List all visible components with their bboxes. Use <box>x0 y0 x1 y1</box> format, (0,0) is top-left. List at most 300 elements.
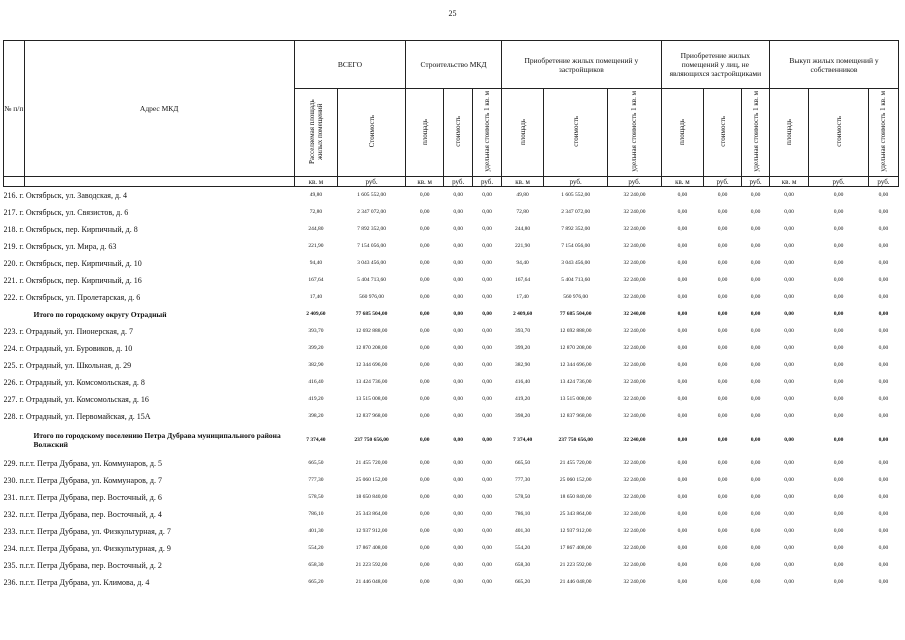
value-cell: 0,00 <box>677 345 688 351</box>
value-cell: 0,00 <box>453 494 463 500</box>
subheader-cell <box>544 89 608 177</box>
value-cell: 0,00 <box>677 243 688 249</box>
value-cell: 0,00 <box>878 379 889 385</box>
value-cell: 0,00 <box>878 209 889 215</box>
header-group-total: ВСЕГО <box>294 41 405 89</box>
unit-cell: руб. <box>544 177 608 187</box>
value-cell: 416,40 <box>308 379 324 385</box>
subheader-label: стоимость <box>718 116 727 147</box>
value-cell: 0,00 <box>784 528 794 534</box>
value-cell: 0,00 <box>833 579 844 585</box>
value-cell: 786,10 <box>515 511 531 517</box>
value-cell: 18 650 840,00 <box>559 494 592 500</box>
value-cell: 0,00 <box>419 345 430 351</box>
value-cell: 0,00 <box>453 192 463 199</box>
table-row <box>4 255 899 272</box>
value-cell: 7 374,40 <box>512 436 533 443</box>
value-cell: 0,00 <box>717 396 728 402</box>
value-cell: 3 043 456,00 <box>561 260 591 266</box>
value-cell: 0,00 <box>750 494 761 500</box>
value-cell: 244,80 <box>515 226 531 232</box>
value-cell: 0,00 <box>677 579 688 585</box>
value-cell: 0,00 <box>878 260 889 266</box>
value-cell: 665,50 <box>515 460 531 466</box>
value-cell: 0,00 <box>482 436 492 443</box>
value-cell: 0,00 <box>419 396 430 402</box>
subheader-label: удельная стоимость 1 кв. м <box>630 91 639 172</box>
value-cell: 32 240,00 <box>623 494 646 500</box>
unit-cell: кв. м <box>406 177 444 187</box>
value-cell: 13 424 736,00 <box>355 379 388 385</box>
value-cell: 0,00 <box>833 528 844 534</box>
value-cell: 32 240,00 <box>623 362 646 368</box>
value-cell: 49,80 <box>309 192 323 199</box>
value-cell: 0,00 <box>482 477 492 483</box>
value-cell: 0,00 <box>677 192 688 199</box>
value-cell: 12 344 696,00 <box>559 362 592 368</box>
value-cell: 0,00 <box>717 528 728 534</box>
value-cell: 25 343 864,00 <box>355 511 388 517</box>
value-cell: 0,00 <box>878 294 889 300</box>
value-cell: 0,00 <box>419 494 430 500</box>
value-cell: 49,80 <box>516 192 529 199</box>
subheader-label: удельная стоимость 1 кв. м <box>879 91 888 172</box>
value-cell: 0,00 <box>453 311 463 317</box>
value-cell: 0,00 <box>717 209 728 215</box>
value-cell: 0,00 <box>750 345 761 351</box>
value-cell: 0,00 <box>677 294 688 300</box>
value-cell: 0,00 <box>833 545 844 551</box>
value-cell: 0,00 <box>750 528 761 534</box>
address-cell: 227. г. Отрадный, ул. Комсомольская, д. 16 <box>3 394 149 404</box>
value-cell: 0,00 <box>750 311 761 317</box>
value-cell: 0,00 <box>750 209 761 215</box>
unit-cell: кв. м <box>661 177 703 187</box>
value-cell: 12 837 968,00 <box>355 413 388 419</box>
value-cell: 12 870 208,00 <box>355 345 388 351</box>
value-cell: 0,00 <box>717 477 728 483</box>
value-cell: 0,00 <box>677 209 688 215</box>
subheader-label: площадь <box>785 118 794 145</box>
value-cell: 0,00 <box>453 477 463 483</box>
value-cell: 0,00 <box>750 294 761 300</box>
unit-cell: руб. <box>742 177 770 187</box>
value-cell: 94,40 <box>516 260 529 266</box>
value-cell: 17 867 408,00 <box>355 545 388 551</box>
address-cell: Итого по городскому округу Отрадный <box>33 309 167 319</box>
value-cell: 0,00 <box>453 528 463 534</box>
value-cell: 0,00 <box>784 294 794 300</box>
unit-cell: руб. <box>608 177 662 187</box>
value-cell: 0,00 <box>453 345 463 351</box>
value-cell: 0,00 <box>717 192 728 199</box>
value-cell: 0,00 <box>677 545 688 551</box>
value-cell: 0,00 <box>677 277 688 283</box>
value-cell: 0,00 <box>453 328 463 334</box>
address-cell: 230. п.г.т. Петра Дубрава, ул. Коммунаров, д. 7 <box>3 475 162 485</box>
value-cell: 0,00 <box>784 436 794 443</box>
value-cell: 0,00 <box>878 511 889 517</box>
value-cell: 237 750 656,00 <box>354 436 389 443</box>
subheader-cell <box>769 89 808 177</box>
value-cell: 554,20 <box>515 545 531 551</box>
value-cell: 0,00 <box>419 243 430 249</box>
subheader-cell <box>444 89 473 177</box>
value-cell: 658,30 <box>308 562 324 568</box>
unit-cell: руб. <box>473 177 502 187</box>
value-cell: 0,00 <box>717 243 728 249</box>
header-group-non-developers: Приобретение жилых помещений у лиц, не являющихся застройщиками <box>661 41 769 89</box>
value-cell: 0,00 <box>482 579 492 585</box>
value-cell: 0,00 <box>453 260 463 266</box>
value-cell: 13 424 736,00 <box>559 379 592 385</box>
value-cell: 0,00 <box>833 477 844 483</box>
value-cell: 0,00 <box>878 226 889 232</box>
value-cell: 0,00 <box>833 260 844 266</box>
value-cell: 0,00 <box>419 413 430 419</box>
value-cell: 0,00 <box>750 460 761 466</box>
table-row <box>4 574 899 591</box>
table-row <box>4 289 899 306</box>
value-cell: 393,70 <box>515 328 531 334</box>
table-row <box>4 391 899 408</box>
value-cell: 0,00 <box>453 209 463 215</box>
value-cell: 1 605 552,00 <box>357 192 386 199</box>
value-cell: 32 240,00 <box>623 413 646 419</box>
subheader-cell <box>501 89 543 177</box>
value-cell: 21 455 720,00 <box>355 460 388 466</box>
units-row <box>4 177 899 187</box>
value-cell: 32 240,00 <box>623 226 646 232</box>
table-row <box>4 506 899 523</box>
subheader-label: площадь <box>678 118 687 145</box>
value-cell: 0,00 <box>784 260 794 266</box>
value-cell: 416,40 <box>515 379 531 385</box>
value-cell: 32 240,00 <box>623 511 646 517</box>
table-header <box>4 41 899 187</box>
value-cell: 0,00 <box>878 436 889 443</box>
value-cell: 5 404 713,60 <box>561 277 591 283</box>
value-cell: 0,00 <box>482 277 492 283</box>
value-cell: 0,00 <box>878 460 889 466</box>
value-cell: 0,00 <box>453 413 463 419</box>
table-row <box>4 455 899 472</box>
value-cell: 0,00 <box>677 528 688 534</box>
address-cell: 222. г. Октябрьск, ул. Пролетарская, д. 6 <box>3 292 141 302</box>
value-cell: 0,00 <box>878 345 889 351</box>
total-row <box>4 425 899 455</box>
value-cell: 0,00 <box>482 460 492 466</box>
table-row <box>4 272 899 289</box>
value-cell: 0,00 <box>878 243 889 249</box>
subheader-cell <box>742 89 770 177</box>
table-row <box>4 238 899 255</box>
value-cell: 0,00 <box>482 562 492 568</box>
table-row <box>4 323 899 340</box>
value-cell: 0,00 <box>419 436 430 443</box>
value-cell: 12 344 696,00 <box>355 362 388 368</box>
value-cell: 0,00 <box>784 209 794 215</box>
value-cell: 0,00 <box>453 226 463 232</box>
value-cell: 0,00 <box>750 328 761 334</box>
address-cell: 226. г. Отрадный, ул. Комсомольская, д. 8 <box>3 377 145 387</box>
value-cell: 0,00 <box>784 192 794 199</box>
value-cell: 419,20 <box>515 396 531 402</box>
address-cell: Итого по городскому поселению Петра Дубрава муниципального района Волжский <box>33 430 281 449</box>
value-cell: 401,30 <box>515 528 531 534</box>
value-cell: 0,00 <box>419 328 430 334</box>
subheader-cell <box>809 89 869 177</box>
value-cell: 578,50 <box>308 494 324 500</box>
value-cell: 0,00 <box>453 511 463 517</box>
value-cell: 7 892 352,00 <box>561 226 591 232</box>
value-cell: 0,00 <box>677 396 688 402</box>
value-cell: 0,00 <box>482 311 492 317</box>
header-group-construction: Строительство МКД <box>406 41 502 89</box>
value-cell: 0,00 <box>419 562 430 568</box>
value-cell: 0,00 <box>784 460 794 466</box>
table-row <box>4 187 899 204</box>
address-cell: 216. г. Октябрьск, ул. Заводская, д. 4 <box>3 190 128 200</box>
value-cell: 398,20 <box>515 413 531 419</box>
address-cell: 232. п.г.т. Петра Дубрава, пер. Восточный, д. 4 <box>3 509 162 519</box>
value-cell: 32 240,00 <box>623 460 646 466</box>
subheader-cell <box>608 89 662 177</box>
value-cell: 0,00 <box>784 579 794 585</box>
address-cell: 221. г. Октябрьск, пер. Кирпичный, д. 16 <box>3 275 142 285</box>
value-cell: 25 060 152,00 <box>355 477 388 483</box>
value-cell: 560 976,00 <box>359 294 384 300</box>
value-cell: 0,00 <box>833 243 844 249</box>
value-cell: 32 240,00 <box>623 311 646 317</box>
value-cell: 0,00 <box>878 192 889 199</box>
value-cell: 0,00 <box>717 579 728 585</box>
value-cell: 382,90 <box>308 362 324 368</box>
value-cell: 32 240,00 <box>623 396 646 402</box>
value-cell: 0,00 <box>419 379 430 385</box>
value-cell: 0,00 <box>784 277 794 283</box>
value-cell: 72,80 <box>516 209 529 215</box>
value-cell: 0,00 <box>833 511 844 517</box>
unit-cell: руб. <box>868 177 898 187</box>
units-empty <box>24 177 294 187</box>
address-cell: 233. п.г.т. Петра Дубрава, ул. Физкультурная, д. 7 <box>3 526 171 536</box>
value-cell: 21 446 048,00 <box>355 579 388 585</box>
subheader-label: стоимость <box>834 116 843 147</box>
unit-cell: кв. м <box>769 177 808 187</box>
value-cell: 0,00 <box>750 579 761 585</box>
address-cell: 236. п.г.т. Петра Дубрава, ул. Климова, д. 4 <box>3 577 150 587</box>
table-body <box>4 187 899 591</box>
value-cell: 0,00 <box>717 511 728 517</box>
value-cell: 32 240,00 <box>623 209 646 215</box>
value-cell: 25 060 152,00 <box>559 477 592 483</box>
header-group-developers: Приобретение жилых помещений у застройщиков <box>501 41 661 89</box>
units-empty <box>4 177 25 187</box>
value-cell: 1 605 552,00 <box>561 192 591 199</box>
value-cell: 0,00 <box>833 277 844 283</box>
value-cell: 0,00 <box>784 396 794 402</box>
value-cell: 21 455 720,00 <box>559 460 592 466</box>
table-row <box>4 489 899 506</box>
value-cell: 0,00 <box>419 209 430 215</box>
value-cell: 0,00 <box>482 528 492 534</box>
table-row <box>4 374 899 391</box>
value-cell: 3 043 456,00 <box>357 260 386 266</box>
value-cell: 0,00 <box>784 362 794 368</box>
value-cell: 0,00 <box>677 436 688 443</box>
subheader-label: удельная стоимость 1 кв. м <box>751 91 760 172</box>
table-row <box>4 204 899 221</box>
value-cell: 0,00 <box>453 545 463 551</box>
value-cell: 0,00 <box>717 311 728 317</box>
value-cell: 0,00 <box>717 545 728 551</box>
value-cell: 0,00 <box>419 579 430 585</box>
value-cell: 0,00 <box>717 379 728 385</box>
value-cell: 0,00 <box>717 460 728 466</box>
value-cell: 32 240,00 <box>623 528 646 534</box>
value-cell: 0,00 <box>878 579 889 585</box>
value-cell: 0,00 <box>878 562 889 568</box>
unit-cell: руб. <box>809 177 869 187</box>
value-cell: 237 750 656,00 <box>558 436 593 443</box>
value-cell: 0,00 <box>717 277 728 283</box>
value-cell: 32 240,00 <box>623 562 646 568</box>
value-cell: 398,20 <box>308 413 324 419</box>
address-cell: 231. п.г.т. Петра Дубрава, пер. Восточный, д. 6 <box>3 492 162 502</box>
unit-cell: руб. <box>338 177 406 187</box>
value-cell: 0,00 <box>677 226 688 232</box>
value-cell: 0,00 <box>750 396 761 402</box>
value-cell: 13 515 008,00 <box>559 396 592 402</box>
value-cell: 0,00 <box>677 413 688 419</box>
value-cell: 0,00 <box>482 209 492 215</box>
value-cell: 0,00 <box>453 396 463 402</box>
value-cell: 0,00 <box>717 294 728 300</box>
value-cell: 0,00 <box>482 494 492 500</box>
value-cell: 658,30 <box>515 562 531 568</box>
unit-cell: кв. м <box>501 177 543 187</box>
value-cell: 244,80 <box>308 226 324 232</box>
subheader-label: площадь <box>420 118 429 145</box>
subheader-label: стоимость <box>454 116 463 147</box>
value-cell: 0,00 <box>833 226 844 232</box>
value-cell: 25 343 864,00 <box>559 511 592 517</box>
value-cell: 32 240,00 <box>623 294 646 300</box>
value-cell: 2 409,60 <box>512 311 533 317</box>
value-cell: 0,00 <box>677 494 688 500</box>
value-cell: 0,00 <box>717 260 728 266</box>
value-cell: 0,00 <box>482 226 492 232</box>
value-cell: 0,00 <box>453 277 463 283</box>
value-cell: 221,90 <box>308 243 324 249</box>
value-cell: 32 240,00 <box>623 477 646 483</box>
value-cell: 0,00 <box>453 579 463 585</box>
table-row <box>4 557 899 574</box>
value-cell: 0,00 <box>453 294 463 300</box>
value-cell: 0,00 <box>419 260 430 266</box>
subheader-label: площадь <box>518 118 527 145</box>
value-cell: 777,30 <box>308 477 324 483</box>
value-cell: 0,00 <box>878 328 889 334</box>
value-cell: 0,00 <box>419 294 430 300</box>
value-cell: 77 685 504,00 <box>355 311 388 317</box>
table-row <box>4 472 899 489</box>
value-cell: 0,00 <box>750 436 761 443</box>
value-cell: 0,00 <box>482 345 492 351</box>
table-row <box>4 523 899 540</box>
value-cell: 0,00 <box>784 545 794 551</box>
value-cell: 0,00 <box>833 494 844 500</box>
value-cell: 0,00 <box>750 243 761 249</box>
value-cell: 0,00 <box>717 562 728 568</box>
value-cell: 167,64 <box>308 277 324 283</box>
value-cell: 32 240,00 <box>623 328 646 334</box>
value-cell: 0,00 <box>453 460 463 466</box>
value-cell: 0,00 <box>717 436 728 443</box>
page-number: 25 <box>448 9 457 18</box>
value-cell: 0,00 <box>784 413 794 419</box>
value-cell: 0,00 <box>453 362 463 368</box>
value-cell: 0,00 <box>419 545 430 551</box>
subheader-cell <box>473 89 502 177</box>
total-row <box>4 306 899 323</box>
value-cell: 0,00 <box>677 460 688 466</box>
value-cell: 560 976,00 <box>563 294 589 300</box>
value-cell: 0,00 <box>878 362 889 368</box>
unit-cell: руб. <box>704 177 742 187</box>
value-cell: 0,00 <box>833 192 844 199</box>
value-cell: 0,00 <box>482 379 492 385</box>
address-cell: 235. п.г.т. Петра Дубрава, пер. Восточный, д. 2 <box>3 560 162 570</box>
value-cell: 0,00 <box>750 277 761 283</box>
value-cell: 0,00 <box>677 511 688 517</box>
subheader-cell <box>704 89 742 177</box>
subheader-cell <box>294 89 337 177</box>
subheader-cell <box>868 89 898 177</box>
value-cell: 401,30 <box>308 528 324 534</box>
value-cell: 32 240,00 <box>623 277 646 283</box>
value-cell: 0,00 <box>482 294 492 300</box>
subheader-label: Стоимость <box>367 115 376 148</box>
subheader-cell <box>406 89 444 177</box>
subheader-cell <box>338 89 406 177</box>
value-cell: 12 937 912,00 <box>559 528 592 534</box>
header-address: Адрес МКД <box>24 41 294 177</box>
value-cell: 0,00 <box>750 413 761 419</box>
value-cell: 12 870 208,00 <box>559 345 592 351</box>
value-cell: 32 240,00 <box>623 436 646 443</box>
value-cell: 0,00 <box>878 494 889 500</box>
value-cell: 0,00 <box>453 379 463 385</box>
value-cell: 0,00 <box>482 511 492 517</box>
value-cell: 0,00 <box>833 460 844 466</box>
value-cell: 399,20 <box>308 345 324 351</box>
address-cell: 218. г. Октябрьск, пер. Кирпичный, д. 8 <box>3 224 138 234</box>
value-cell: 578,50 <box>515 494 531 500</box>
header-num: № п/п <box>4 41 25 177</box>
value-cell: 0,00 <box>750 260 761 266</box>
value-cell: 32 240,00 <box>623 379 646 385</box>
value-cell: 0,00 <box>878 311 889 317</box>
value-cell: 0,00 <box>784 379 794 385</box>
subheader-label: удельная стоимость 1 кв. м <box>483 91 491 172</box>
value-cell: 0,00 <box>833 311 844 317</box>
value-cell: 665,20 <box>515 579 531 585</box>
value-cell: 12 837 968,00 <box>559 413 592 419</box>
value-cell: 0,00 <box>677 311 688 317</box>
value-cell: 0,00 <box>677 379 688 385</box>
